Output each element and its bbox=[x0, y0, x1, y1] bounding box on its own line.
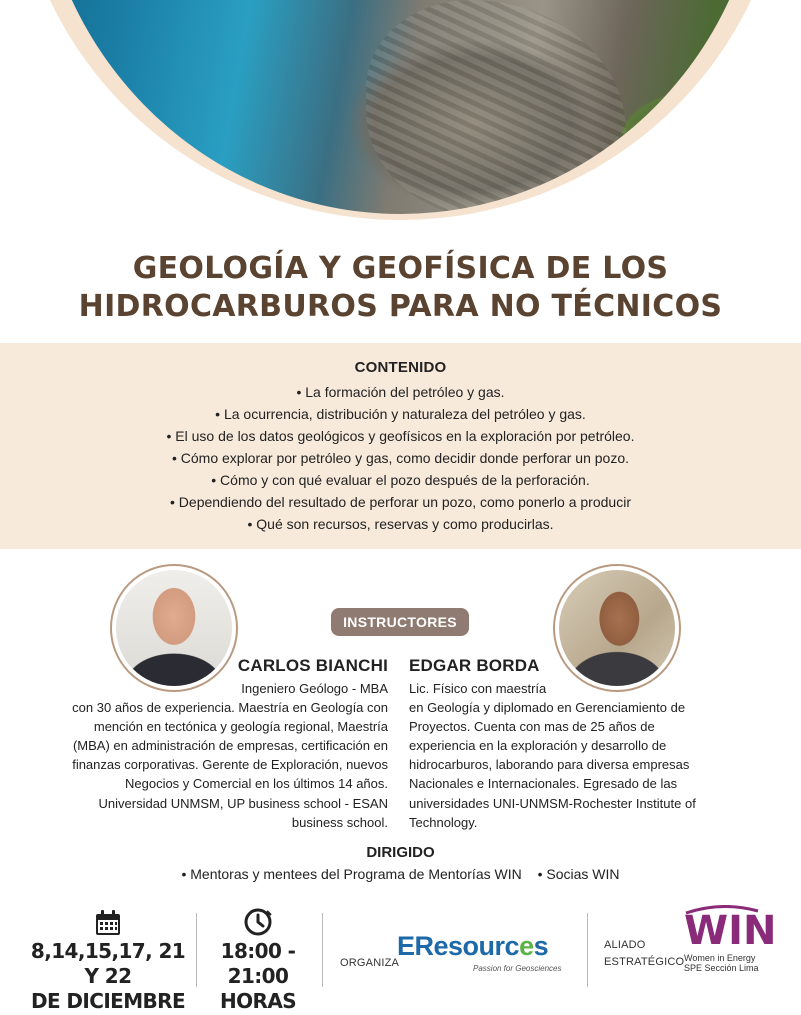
swoosh-icon bbox=[684, 905, 760, 915]
logo-text: EResourc bbox=[397, 931, 520, 961]
divider bbox=[587, 913, 588, 987]
content-item: • Cómo y con qué evaluar el pozo después de la perforación. bbox=[211, 472, 590, 488]
instructor-name-edgar: EDGAR BORDA bbox=[409, 656, 540, 675]
dates-block bbox=[28, 905, 188, 1014]
instructor-bio-carlos bbox=[60, 679, 388, 832]
page-title bbox=[0, 250, 801, 326]
time-line-2: HORAS bbox=[219, 989, 297, 1013]
bio-first-line: Lic. Físico con maestría bbox=[409, 681, 547, 696]
logo-tagline: Passion for Geosciences bbox=[473, 964, 562, 973]
dirigido-heading: DIRIGIDO bbox=[366, 844, 435, 861]
win-sub-2: SPE Sección Lima bbox=[684, 963, 759, 973]
content-item: • La ocurrencia, distribución y naturaleza del petróleo y gas. bbox=[215, 406, 586, 422]
win-logo bbox=[684, 905, 777, 973]
content-item: • El uso de los datos geológicos y geofísicos en la exploración por petróleo. bbox=[166, 428, 635, 444]
instructor-name-carlos: CARLOS BIANCHI bbox=[237, 656, 388, 675]
clock-icon bbox=[243, 907, 273, 937]
calendar-icon bbox=[94, 909, 122, 937]
aliado-label bbox=[604, 937, 684, 971]
instructors-label: INSTRUCTORES bbox=[331, 608, 469, 636]
logo-text-end: s bbox=[533, 931, 549, 961]
dates-line-2: DE DICIEMBRE bbox=[30, 989, 186, 1013]
bio-text: en Geología y diplomado en Gerenciamiento de Proyectos. Cuenta con mas de 25 años de experiencia en la exploración y desarrollo de hidrocarburos, laborando para diversa empresas Nacionales e Internacionales. Egresado de las universidades UNI-UNMSM-Rochester Institute of Technology. bbox=[409, 700, 696, 830]
content-item: • Qué son recursos, reservas y como producirlas. bbox=[247, 516, 554, 532]
coastline-photo bbox=[36, 0, 765, 214]
time-block bbox=[203, 905, 313, 1014]
footer bbox=[0, 905, 801, 1013]
content-section bbox=[0, 343, 801, 549]
dirigido-list bbox=[0, 866, 801, 882]
divider bbox=[322, 913, 323, 987]
logo-text-green: e bbox=[519, 931, 534, 961]
dirigido-item: • Socias WIN bbox=[537, 866, 620, 882]
dirigido-item: • Mentoras y mentees del Programa de Mentorías WIN bbox=[181, 866, 522, 882]
content-item: • Cómo explorar por petróleo y gas, como decidir donde perforar un pozo. bbox=[171, 450, 630, 466]
aliado-line-1: ALIADO bbox=[604, 939, 646, 951]
aliado-line-2: ESTRATÉGICO bbox=[604, 956, 685, 968]
bio-text: con 30 años de experiencia. Maestría en Geología con mención en tectónica y geología regional, Maestría (MBA) en administración de empresas, certificación en finanzas corporativas. Gerente de Exploración, nuevos Negocios y Comercial en los últimos 14 años. Universidad UNMSM, UP business school - ESAN business school. bbox=[72, 700, 388, 830]
dates-line-1: 8,14,15,17, 21 Y 22 bbox=[30, 939, 186, 988]
rock-texture bbox=[366, 0, 626, 214]
win-sub-1: Women in Energy bbox=[684, 953, 756, 963]
eresources-logo bbox=[397, 931, 577, 981]
instructor-bio-edgar bbox=[409, 679, 709, 832]
title-line-2: HIDROCARBUROS PARA NO TÉCNICOS bbox=[78, 289, 723, 324]
divider bbox=[196, 913, 197, 987]
win-wordmark: WIN bbox=[684, 908, 777, 954]
bio-first-line: Ingeniero Geólogo - MBA bbox=[241, 681, 388, 696]
organiza-label: ORGANIZA bbox=[340, 957, 400, 969]
content-item: • Dependiendo del resultado de perforar un pozo, como ponerlo a producir bbox=[170, 494, 631, 510]
content-heading: CONTENIDO bbox=[354, 359, 447, 376]
hero-image bbox=[14, 0, 787, 220]
title-line-1: GEOLOGÍA Y GEOFÍSICA DE LOS bbox=[132, 251, 669, 286]
content-item: • La formación del petróleo y gas. bbox=[296, 384, 505, 400]
time-line-1: 18:00 - 21:00 bbox=[220, 939, 296, 988]
content-list bbox=[0, 381, 801, 535]
